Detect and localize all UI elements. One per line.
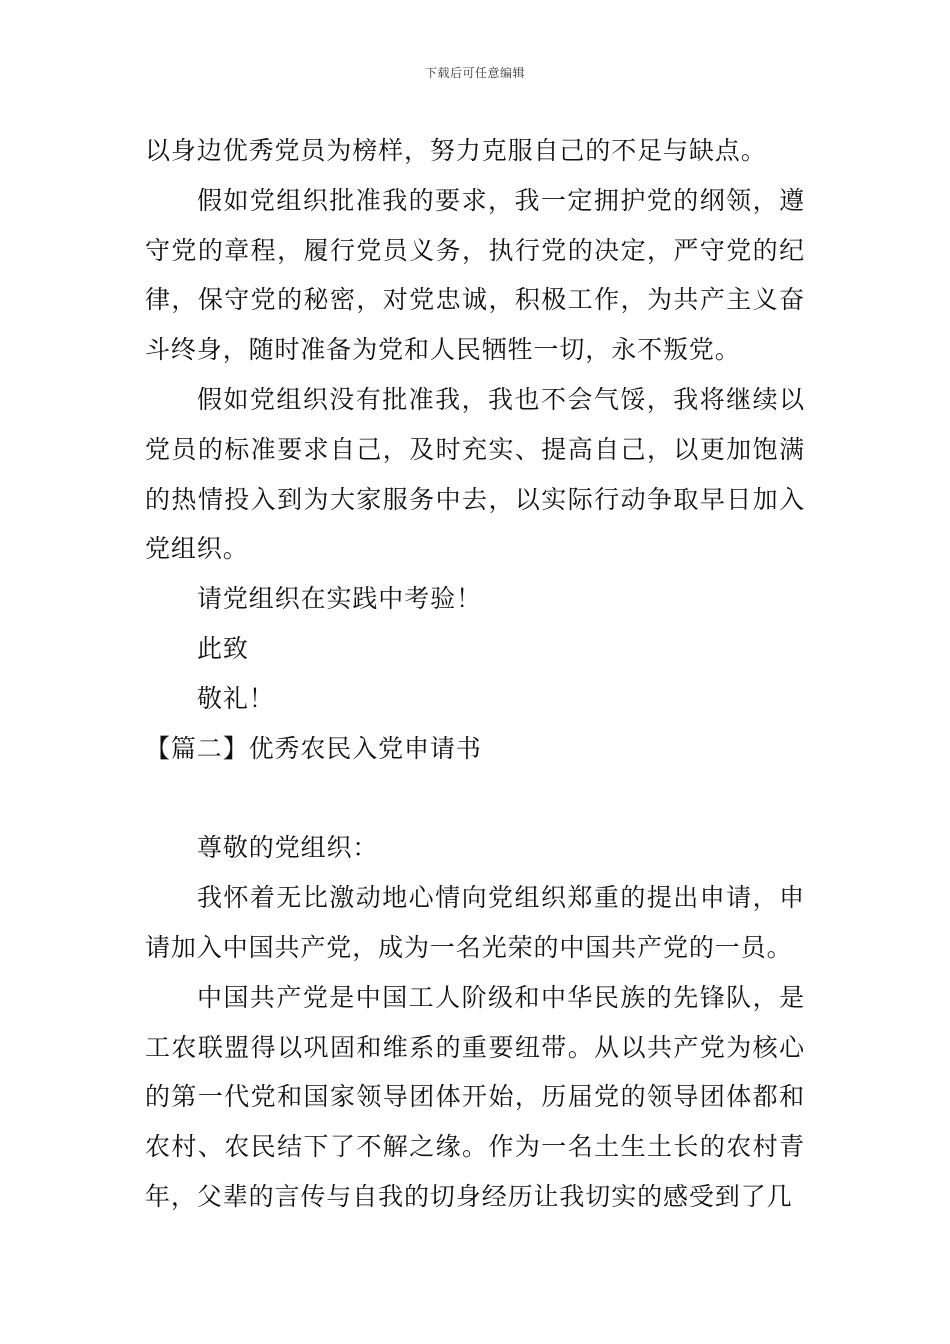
page-header: 下载后可任意编辑 xyxy=(424,66,525,80)
paragraph-approval: 假如党组织批准我的要求，我一定拥护党的纲领，遵守党的章程，履行党员义务，执行党的决定，严守党的纪律，保守党的秘密，对党忠诚，积极工作，为共产主义奋斗终身，随时准备为党和人民牺牲一切，永不叛党。 xyxy=(145,185,805,365)
closing-cizhi: 此致 xyxy=(197,633,249,663)
paragraph-request-test: 请党组织在实践中考验！ xyxy=(197,584,482,614)
paragraph-application: 我怀着无比激动地心情向党组织郑重的提出申请，申请加入中国共产党，成为一名光荣的中国共产党的一员。 xyxy=(145,883,805,962)
closing-jingli: 敬礼！ xyxy=(197,683,275,713)
paragraph-party-description: 中国共产党是中国工人阶级和中华民族的先锋队，是工农联盟得以巩固和维系的重要纽带。从以共产党为核心的第一代党和国家领导团体开始，历届党的领导团体都和农村、农民结下了不解之缘。作为一名土生土长的农村青年，父辈的言传与自我的切身经历让我切实的感受到了几 xyxy=(145,982,805,1211)
paragraph-not-approved: 假如党组织没有批准我，我也不会气馁，我将继续以党员的标准要求自己，及时充实、提高自己，以更加饱满的热情投入到为大家服务中去，以实际行动争取早日加入党组织。 xyxy=(145,384,805,564)
blank-line xyxy=(145,773,805,823)
document-body xyxy=(145,126,805,1222)
section-title: 【篇二】优秀农民入党申请书 xyxy=(145,733,482,763)
salutation: 尊敬的党组织： xyxy=(197,833,379,863)
paragraph-continuation: 以身边优秀党员为榜样，努力克服自己的不足与缺点。 xyxy=(145,136,767,165)
